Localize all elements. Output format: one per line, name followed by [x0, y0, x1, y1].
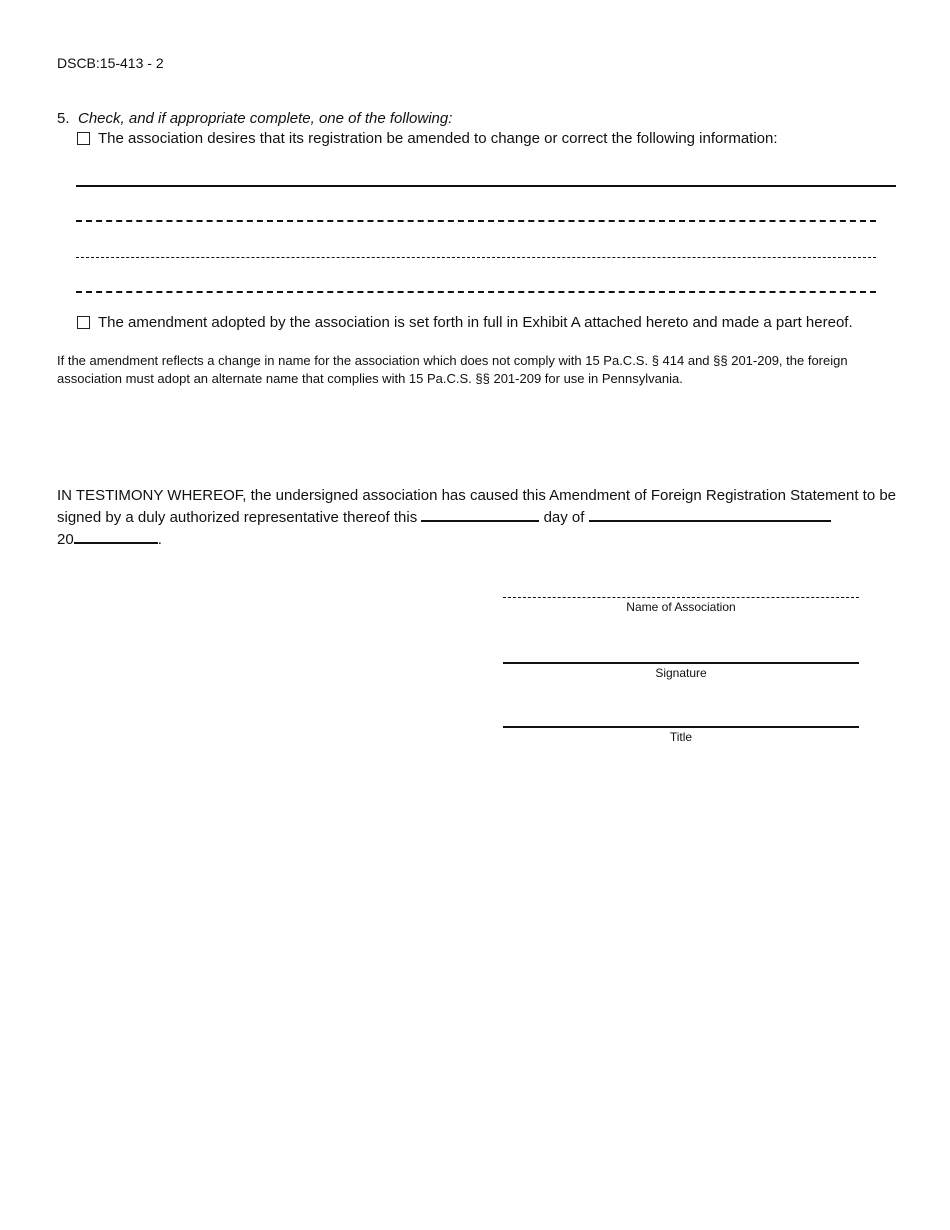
option-change-row — [77, 130, 778, 147]
association-name-label: Name of Association — [626, 600, 736, 614]
option-change-label: The association desires that its registration be amended to change or correct the following information: — [98, 130, 778, 147]
day-field[interactable] — [421, 506, 539, 522]
name-change-note: If the amendment reflects a change in name for the association which does not comply with 15 Pa.C.S. § 414 and §§ 201-209, the foreign association must adopt an alternate name that complies with 15 Pa.C.S. §§ 201-209 for use in Pennsylvania. — [57, 353, 848, 386]
change-checkbox[interactable] — [77, 132, 90, 145]
year-prefix: 20 — [57, 531, 74, 548]
association-name-line[interactable] — [503, 597, 859, 598]
info-line-2[interactable] — [76, 220, 876, 222]
sentence-end: . — [157, 531, 162, 548]
testimony-text: IN TESTIMONY WHEREOF, the undersigned association has caused this Amendment of Foreign Registration Statement to be signed by a duly authorized representative thereof this — [57, 487, 897, 526]
info-line-4[interactable] — [76, 291, 876, 293]
option-exhibit-label: The amendment adopted by the association is set forth in full in Exhibit A attached hereto and made a part hereof. — [98, 314, 853, 331]
info-line-1[interactable] — [76, 185, 896, 187]
month-field[interactable] — [589, 506, 831, 522]
exhibit-checkbox[interactable] — [77, 316, 90, 329]
signature-block — [502, 662, 860, 680]
title-label: Title — [669, 730, 693, 744]
association-name-block — [502, 597, 860, 614]
title-line[interactable] — [503, 726, 859, 728]
signature-line[interactable] — [503, 662, 859, 664]
testimony-paragraph — [57, 486, 907, 550]
form-id: DSCB:15-413 - 2 — [57, 55, 164, 71]
question-prompt: Check, and if appropriate complete, one of the following: — [78, 110, 453, 127]
option-exhibit-row — [77, 314, 853, 331]
day-of-text: day of — [543, 509, 585, 526]
info-line-3[interactable] — [76, 257, 876, 258]
title-block — [502, 726, 860, 744]
question-number: 5. — [57, 110, 70, 127]
year-field[interactable] — [74, 528, 158, 544]
signature-label: Signature — [655, 666, 707, 680]
